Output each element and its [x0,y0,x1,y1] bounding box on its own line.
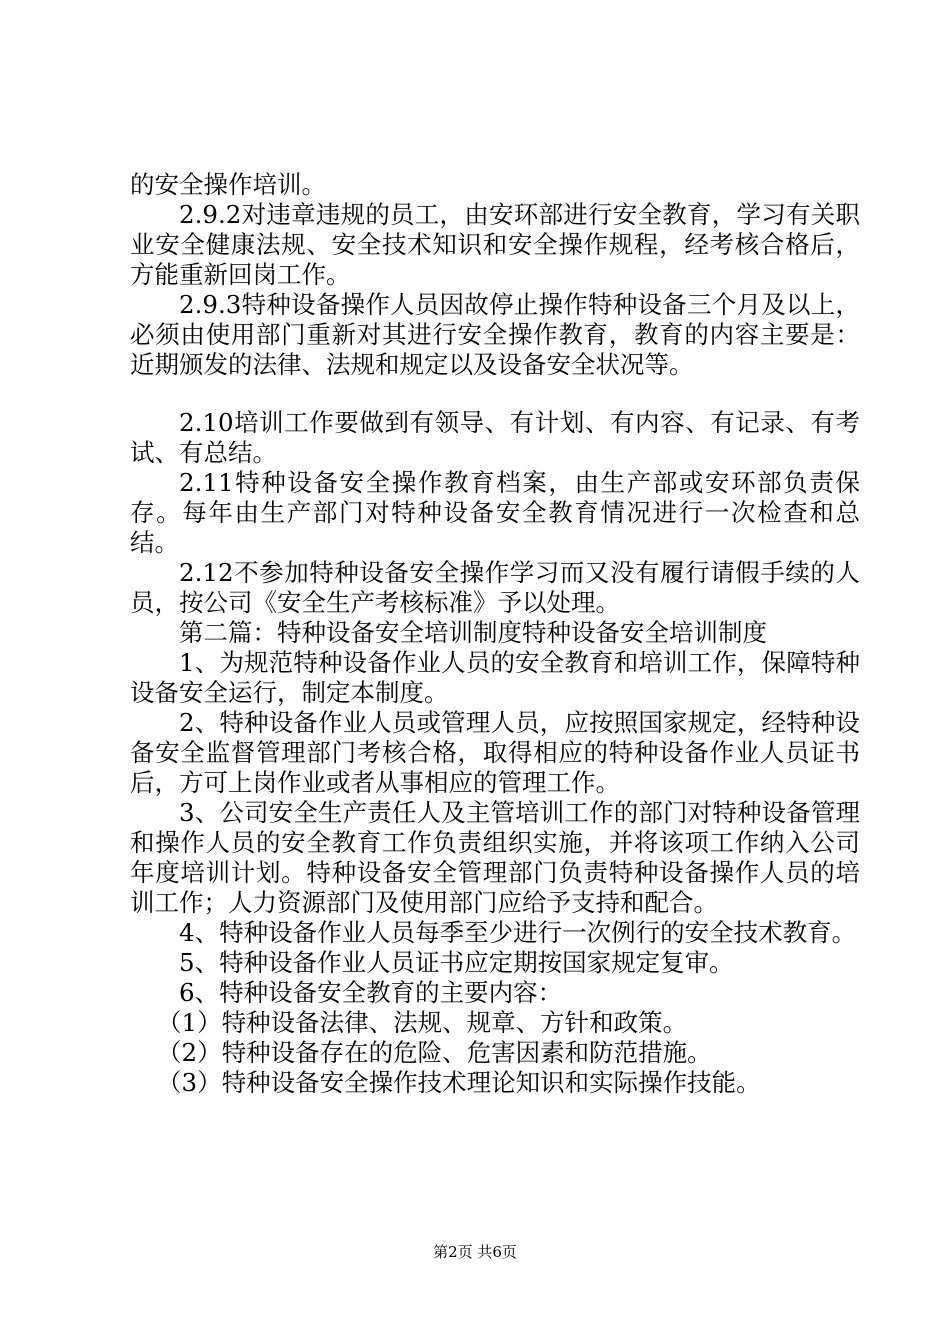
section-heading: 第二篇：特种设备安全培训制度特种设备安全培训制度 [179,618,767,647]
document-body [130,170,860,1098]
list-item: （2）特种设备存在的危险、危害因素和防范措施。 [157,1038,712,1067]
paragraph-item-4: 4、特种设备作业人员每季至少进行一次例行的安全技术教育。 [179,918,857,947]
paragraph-item-6: 6、特种设备安全教育的主要内容： [179,978,563,1007]
paragraph-2-9-2: 2.9.2对违章违规的员工，由安环部进行安全教育，学习有关职业安全健康法规、安全技术知识和安全操作规程，经考核合格后，方能重新回岗工作。 [130,200,860,289]
paragraph-item-3: 3、公司安全生产责任人及主管培训工作的部门对特种设备管理和操作人员的安全教育工作负责组织实施，并将该项工作纳入公司年度培训计划。特种设备安全管理部门负责特种设备操作人员的培训工作；人力资源部门及使用部门应给予支持和配合。 [130,798,860,917]
page-number-footer: 第2页 共6页 [433,1243,517,1261]
paragraph-item-2: 2、特种设备作业人员或管理人员，应按照国家规定，经特种设备安全监督管理部门考核合格，取得相应的特种设备作业人员证书后，方可上岗作业或者从事相应的管理工作。 [130,708,860,797]
list-item: （1）特种设备法律、法规、规章、方针和政策。 [157,1008,688,1037]
paragraph-2-12: 2.12不参加特种设备安全操作学习而又没有履行请假手续的人员，按公司《安全生产考核标准》予以处理。 [130,558,860,617]
paragraph-2-10: 2.10培训工作要做到有领导、有计划、有内容、有记录、有考试、有总结。 [130,408,860,467]
list-item: （3）特种设备安全操作技术理论知识和实际操作技能。 [157,1068,761,1097]
paragraph-2-9-3: 2.9.3特种设备操作人员因故停止操作特种设备三个月及以上，必须由使用部门重新对其进行安全操作教育，教育的内容主要是：近期颁发的法律、法规和规定以及设备安全状况等。 [130,290,860,379]
paragraph-item-1: 1、为规范特种设备作业人员的安全教育和培训工作，保障特种设备安全运行，制定本制度。 [130,648,860,707]
paragraph-item-5: 5、特种设备作业人员证书应定期按国家规定复审。 [179,948,734,977]
paragraph-continuation: 的安全操作培训。 [130,170,326,199]
paragraph-2-11: 2.11特种设备安全操作教育档案，由生产部或安环部负责保存。每年由生产部门对特种设备安全教育情况进行一次检查和总结。 [130,468,860,557]
